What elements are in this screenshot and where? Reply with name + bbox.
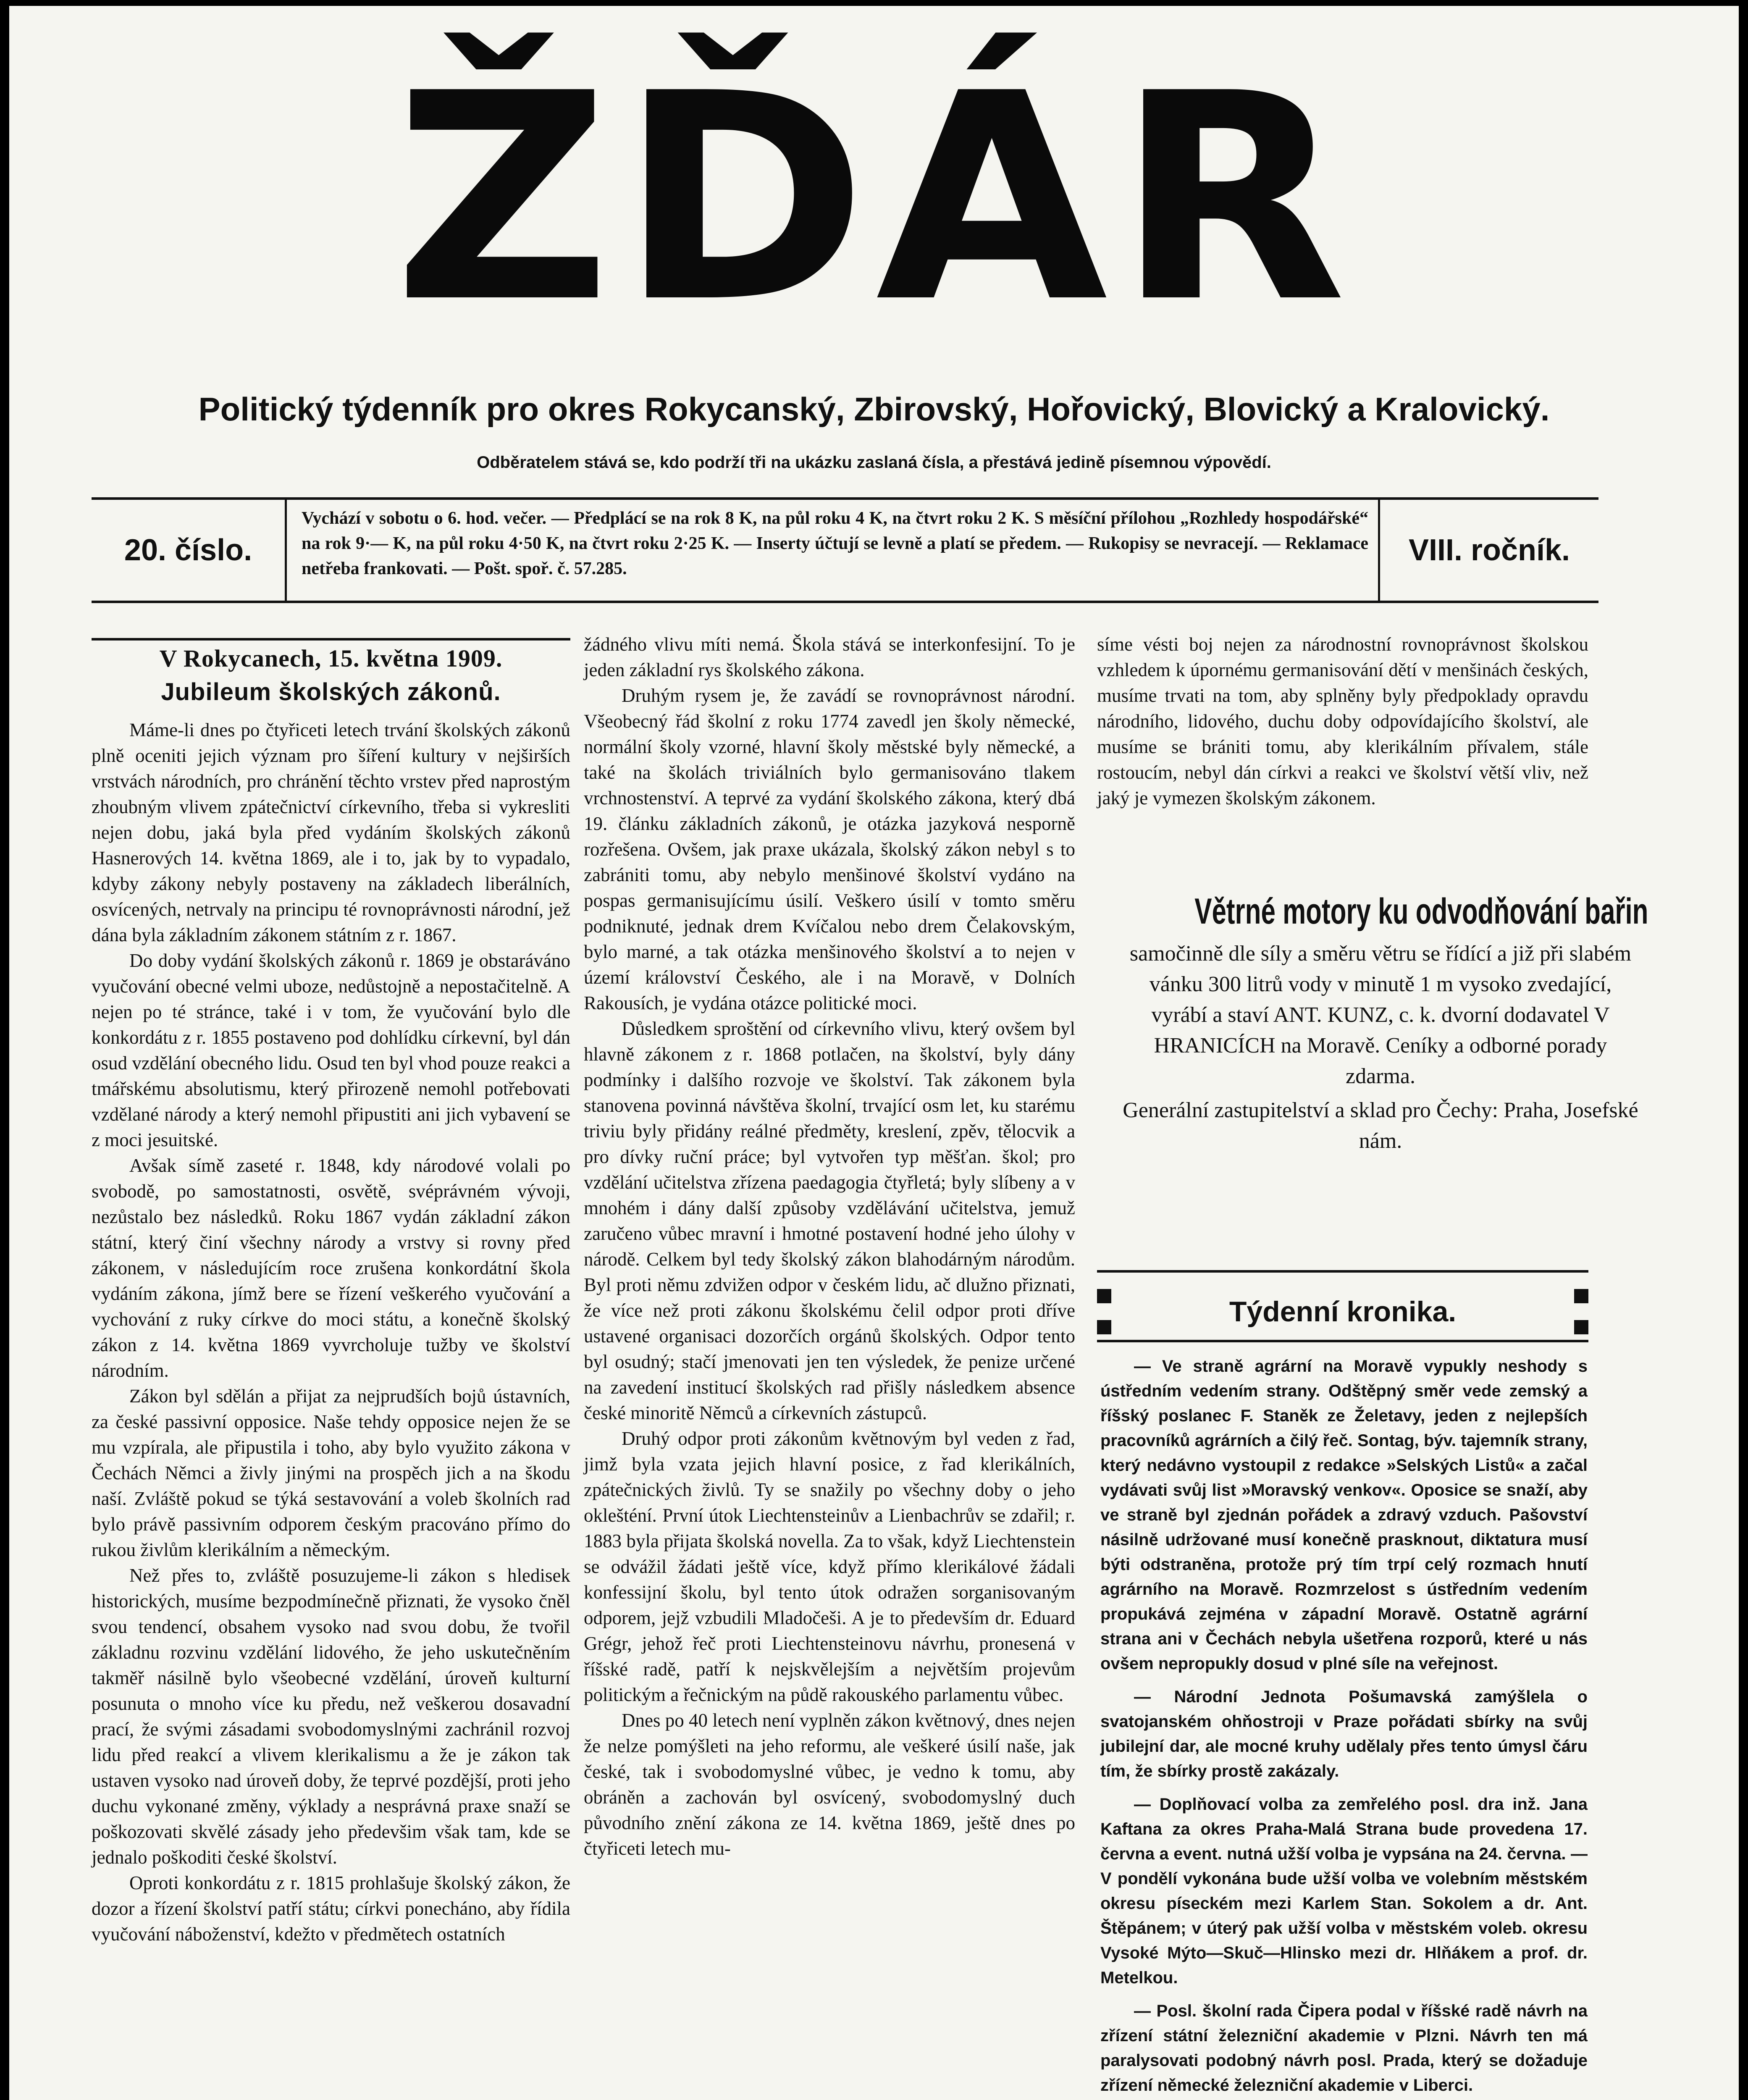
advert-agency: Generální zastupitelství a sklad pro Čechy: Praha, Josefské nám. [1123, 1098, 1638, 1153]
chronicle-item: — Národní Jednota Pošumavská zamýšlela o svatojanském ohňostroji v Praze pořádati sbírky na svůj jubilejní dar, ale mocné kruhy udělaly přes tento úmysl čáru tím, že sbírky prostě zakázaly. [1100, 1688, 1588, 1780]
section-rule [1097, 1270, 1588, 1273]
article-paragraph: Dnes po 40 letech není vyplněn zákon květnový, dnes nejen že nelze pomýšleti na jeho reformu, ale veškeré úsilí naše, jak české, tak i svobodomyslné vůbec, je vedno k tomu, aby obráněn a zachován byl osvícený, svobodomyslný duch původního znění zákona ze 14. května 1869, ještě dnes po čtyřiceti letech mu- [584, 1710, 1075, 1859]
article-title: Jubileum školských zákonů. [161, 678, 501, 706]
article-paragraph: Důsledkem sproštění od církevního vlivu, který ovšem byl hlavně zákonem z r. 1868 potlačen, na školství, byly dány podmínky i dalšího rozvoje ve školství. Tak zákonem byla stanovena povinná návštěva školní, trvající osm let, ku starému triviu byly přidány reálné předměty, kreslení, zpěv, tělocvik a pro dívky ruční práce; byl vytvořen typ měšťan. škol; pro vzdělání učitelstva zřízena paedagogia čtyřletá; byly slíbeny a v mnohém i dány další způsoby vzdělávání učitelstva, jemuž zaručeno vůbec mravní i hmotné postavení hodné jeho úlohy v národě. Celkem byl tedy školský zákon blahodárným národům. Byl proti němu zdvižen odpor v českém lidu, ač dlužno přiznati, že více než proti zákonu školskému čelil odpor proti dříve ustavené organisaci dozorčích orgánů školských. Odpor tento byl osudný; stačí jmenovati jen ten výsledek, že penize určené na zavedení institucí školských rad přišly následkem absence české minoritě Němců a církevních zástupců. [584, 1018, 1075, 1423]
column-rule [92, 638, 570, 640]
masthead-title: ŽĎÁR [393, 33, 1355, 365]
subscription-terms: Vychází v sobotu o 6. hod. večer. — Předplácí se na rok 8 K, na půl roku 4 K, na čtvrt roku 2 K. S měsíční přílohou „Rozhledy hospodářské“ na rok 9·— K, na půl roku 4·50 K, na čtvrt roku 2·25 K. — Inserty účtují se levně a platí se předem. — Rukopisy se nevracejí. — Reklamace netřeba frankovati. — Pošt. spoř. č. 57.285. [302, 509, 1368, 578]
advertisement [1122, 888, 1648, 1156]
article-column-3 [1097, 632, 1588, 811]
article-paragraph: žádného vlivu míti nemá. Škola stává se interkonfesijní. To je jeden základní rys školského zákona. [584, 634, 1075, 680]
article-paragraph: Než přes to, zvláště posuzujeme-li zákon s hledisek historických, musíme bezpodmínečně přiznati, že vysoko čněl svou tendencí, obsahem vysoko nad svou dobu, že tvořil základnu rozvinu vzdělání lidového, že jeho uskutečněním takměř násilně bylo všeobecné vzdělání, úroveň kulturní posunuta o mnoho více ku předu, než veškerou dosavadní prací, že svými zásadami svobodomyslnými zachránil rozvoj lidu před reakcí a vlivem klerikalismu a že je zákon tak ustaven vysoko nad úroveň doby, že teprvé pozdější, proti jeho duchu vykonané změny, výklady a nesprávná praxe snaží se poškozovati skvělé zásady jeho předevšim však tam, kde se jednalo poškoditi české školství. [92, 1565, 570, 1868]
chronicle-title: Týdenní kronika. [1229, 1296, 1457, 1328]
volume-number: VIII. ročník. [1408, 533, 1570, 567]
subtitle: Politický týdenník pro okres Rokycanský, Zbirovský, Hořovický, Blovický a Kralovický. [198, 391, 1550, 428]
chronicle-item: — Posl. školní rada Čipera podal v říšské radě návrh na zřízení státní železniční akademie v Plzni. Návrh ten má paralysovati podobný návrh posl. Prada, který se dožaduje zřízení německé železniční akademie v Liberci. [1100, 2002, 1588, 2095]
chronicle-header [1097, 1285, 1588, 1339]
chronicle-item: — Ve straně agrární na Moravě vypukly neshody s ústředním vedením strany. Odštěpný směr vede zemský a říšský poslanec F. Staněk ze Želetavy, jeden z nejlepších pracovníků agrárních a čilý řeč. Sontag, býv. tajemník strany, který nedávno vystoupil z redakce »Selských Listů« a začal vydávati svůj list »Moravský venkov«. Oposice se snaží, aby ve straně byl zjednán pořádek a zdravý vzduch. Pašovství násilně udržované musí konečně prasknout, diktatura musí býti odstraněna, protože prý tím trpí celý rozmach hnutí agrárního na Moravě. Rozmrzelost s ústředním vedením propukává zejména v západní Moravě. Ostatně agrární strana ani v Čechách nebyla ušetřena rozporů, které u nás ovšem nepropukly dosud v plné síle na veřejnost. [1100, 1357, 1588, 1673]
info-divider [285, 500, 287, 601]
article-paragraph: Avšak símě zaseté r. 1848, kdy národové volali po svobodě, po samostatnosti, osvětě, svéprávném vývoji, nezůstalo bez následků. Roku 1867 vydán základní zákon státní, který činí všechny národy a vrstvy si rovny před zákonem, v následujícím roce zrušena konkordátní škola vydáním zákona, jímž bere se řízení veškerého vyučování a vychování z ruky církve do moci státu, a konečně školský zákon z 14. května 1869 vyvrcholuje tužby ve školství národním. [92, 1155, 570, 1381]
advert-headline: Větrné motory ku odvodňování bařin [1194, 891, 1648, 932]
subscription-notice: Odběratelem stává se, kdo podrží tři na ukázku zaslaná čísla, a přestává jedině písemnou výpovědí. [477, 453, 1271, 472]
article-paragraph: Máme-li dnes po čtyřiceti letech trvání školských zákonů plně oceniti jejich význam pro šíření kultury v nejširších vrstvách národních, pro chránění těchto vrstev před naprostým zhoubným vlivem zpátečnictví církevního, třeba si vykresliti nejen dobu, jaká byla před vydáním školských zákonů Hasnerových 14. května 1869, ale i to, jak by to vypadalo, kdyby zákony nebyly postaveny na základech liberálních, osvícených, netrvaly na principu té rovnoprávnosti národní, jež dána byla základním zákonem státním z r. 1867. [92, 719, 570, 945]
section-rule [1097, 1340, 1588, 1342]
article-paragraph: Druhým rysem je, že zavádí se rovnoprávnost národní. Všeobecný řád školní z roku 1774 zavedl jen školy německé, normální školy vzorné, hlavní školy městské byly německé, a také na školách triviálních bylo germanisováno tlakem vrchnostenství. A teprvé za vydání školského zákona, který dbá 19. článku základních zákonů, je otázka jazyková nesporně rozřešena. Ovšem, jak praxe ukázala, školský zákon nebyl s to zabrániti tomu, aby nebylo menšinové školství vydáno na pospas germanisujícímu úsilí. Veškero úsilí v tomto směru podniknuté, jednak drem Kvíčalou nebo drem Čelakovským, bylo marné, a tak otázka menšinového školství a to nejen v území království Českého, ale i na Moravě, v Dolních Rakousích, je vydána otázce politické moci. [584, 685, 1075, 1013]
chronicle-column [1100, 1354, 1588, 2100]
article-paragraph: Zákon byl sdělán a přijat za nejprudších bojů ústavních, za české passivní opposice. Naše tehdy opposice nejen že se mu vzpírala, ale připustila i toho, aby bylo využito zákona v Čechách Němci a živly jinými na prospěch jich a na škodu naší. Zvláště pokud se týká sestavování a voleb školních rad bylo právě passivním odporem českým pracováno přímo do rukou živlům klerikálním a německým. [92, 1386, 570, 1560]
newspaper-page [9, 6, 1739, 2100]
chronicle-item: — Doplňovací volba za zemřelého posl. dra inž. Jana Kaftana za okres Praha-Malá Strana bude provedena 17. června a event. nutná užší volba je vypsána na 24. června. — V pondělí vykonána bude užší volba ve volebním městském okresu píseckém mezi Karlem Stan. Sokolem a dr. Ant. Štěpánem; v úterý pak užší volba v městském voleb. okresu Vysoké Mýto—Skuč—Hlinsko mezi dr. Hlňákem a prof. dr. Metelkou. [1100, 1795, 1588, 1987]
dateline: V Rokycanech, 15. května 1909. [159, 645, 503, 672]
issue-number: 20. číslo. [124, 533, 252, 567]
info-bar [92, 497, 1598, 603]
article-paragraph: síme vésti boj nejen za národnostní rovnoprávnost školskou vzhledem k úpornému germanisování dětí v menšinách českých, musíme trvati na tom, aby splněny byly předpoklady opravdu národního, lidového, duchu doby odpovídajícího školství, ale musíme se brániti tomu, aby klerikálním přívalem, stále rostoucím, nebyl dán církvi a reakci ve školství větší vliv, než jaký je vymezen školským zákonem. [1097, 634, 1588, 808]
article-paragraph: Oproti konkordátu z r. 1815 prohlašuje školský zákon, že dozor a řízení školství patří státu; církvi ponecháno, aby řídila vyučování náboženství, kdežto v předmětech ostatních [92, 1872, 570, 1945]
article-column-2 [584, 632, 1075, 1861]
article-column-1 [92, 644, 570, 1947]
article-paragraph: Do doby vydání školských zákonů r. 1869 je obstaráváno vyučování obecné velmi uboze, nedůstojně a nepostačitelně. A nejen po té stránce, také i v tom, že vyučování bylo dle konkordátu z r. 1855 postaveno pod dohlídku církevní, byl dán osud vzdělání obecného lidu. Osud ten byl vhod pouze reakci a tmářskému absolutismu, který přirozeně nemohl potřebovati vzdělané národy a který nemohl připustiti ani jich vybavení se z moci jesuitské. [92, 950, 570, 1150]
article-paragraph: Druhý odpor proti zákonům květnovým byl veden z řad, jimž byla vzata jejich hlavní posice, z řad klerikálních, zpátečnických živlů. Ty se snažily po všechny doby o jeho oklešténí. První útok Liechtensteinův a Lienbachrův se zdařil; r. 1883 byla přijata školská novella. Za to však, když Liechtenstein se odvážil žádati ještě více, když přímo klerikálové žádali konfessijní školu, byl tento útok odražen sorganisovaným odporem, jejž vzbudili Mladočeši. A je to především dr. Eduard Grégr, jehož řeč proti Liechtensteinovu návrhu, pronesená v říšské radě, patří k nejskvělejším a největším projevům politickým a řečnickým na půdě rakouského parlamentu vůbec. [584, 1428, 1075, 1705]
advert-body: samočinně dle síly a směru větru se řídící a již při slabém vánku 300 litrů vody v minutě 1 m vysoko zvedající, vyrábí a staví ANT. KUNZ, c. k. dvorní dodavatel V HRANICÍCH na Moravě. Ceníky a odborné porady zdarma. [1129, 942, 1632, 1088]
